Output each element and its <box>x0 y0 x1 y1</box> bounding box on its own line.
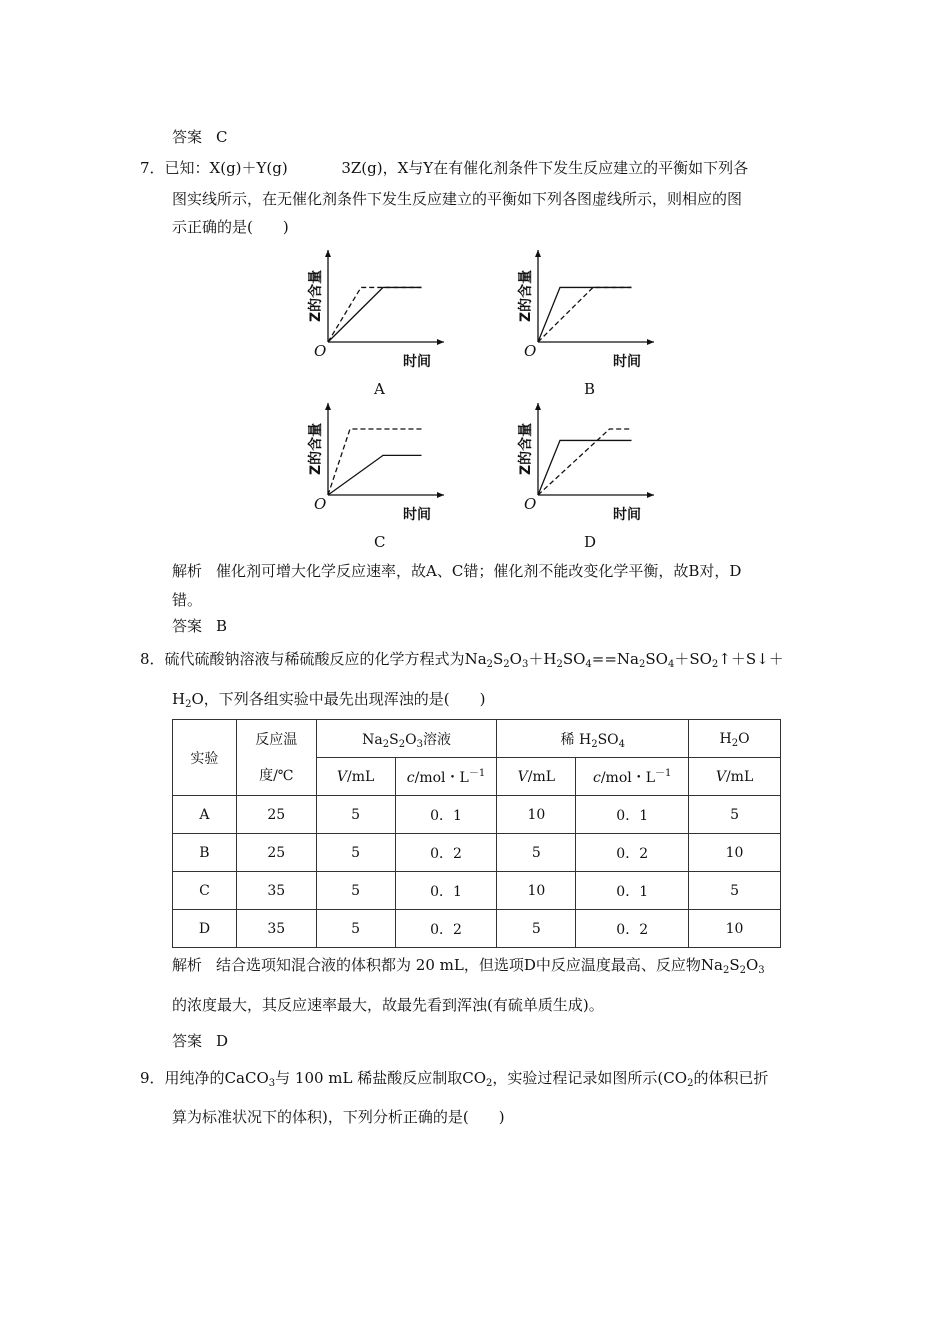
q7-line1: 7．已知：X(g)＋Y(g) 3Z(g)，X与Y在有催化剂条件下发生反应建立的平衡如下列各 <box>140 159 749 177</box>
header-h2so4: 稀 $H_2SO_4$ <box>497 720 689 758</box>
table-row <box>173 872 781 910</box>
table-cell: 25 <box>236 796 316 834</box>
q8-answer: 答案 D <box>172 1032 229 1050</box>
graph-option-label: C <box>374 533 386 551</box>
dashed-line-no-catalyst <box>538 429 632 495</box>
table-cell: 5 <box>497 910 576 948</box>
table-cell: 5 <box>316 796 395 834</box>
table-cell: 0．2 <box>395 910 497 948</box>
y-axis-label: Z的含量 <box>308 422 324 475</box>
x-axis-label: 时间 <box>613 354 641 370</box>
q8-line2: $H_2O$，下列各组实验中最先出现浑浊的是( ) <box>172 690 486 710</box>
q8-line1: 8．硫代硫酸钠溶液与稀硫酸反应的化学方程式为$Na_2S_2O_3+H_2SO_4==Na_2SO_4+SO_2↑+S↓+$ <box>140 650 784 670</box>
x-axis-arrow-icon <box>647 339 654 345</box>
graph-option-label: A <box>374 380 385 398</box>
table-cell: 10 <box>689 834 781 872</box>
table-cell: 10 <box>497 872 576 910</box>
y-axis-arrow-icon <box>325 403 331 410</box>
header-experiment: 实验 <box>173 720 237 796</box>
subheader-concentration: c/mol・$L^{-1}$ <box>395 758 497 796</box>
table-cell: 0．1 <box>395 872 497 910</box>
q7-analysis-line1: 解析 催化剂可增大化学反应速率，故A、C错；催化剂不能改变化学平衡，故B对，D <box>172 562 742 580</box>
table-cell: 0．2 <box>576 834 689 872</box>
subheader-volume: V/mL <box>689 758 781 796</box>
x-axis-label: 时间 <box>403 354 431 370</box>
table-cell: 25 <box>236 834 316 872</box>
table-cell: 0．1 <box>395 796 497 834</box>
dashed-line-no-catalyst <box>538 287 632 342</box>
x-axis-label: 时间 <box>403 507 431 523</box>
x-axis-arrow-icon <box>437 339 444 345</box>
origin-label: O <box>524 495 537 513</box>
table-cell: 5 <box>689 796 781 834</box>
x-axis-arrow-icon <box>437 492 444 498</box>
header-na2s2o3: $Na_2S_2O_3$溶液 <box>316 720 497 758</box>
subheader-volume: V/mL <box>316 758 395 796</box>
table-cell: 5 <box>689 872 781 910</box>
table-cell: 5 <box>316 872 395 910</box>
origin-label: O <box>314 342 327 360</box>
q7-analysis-line2: 错。 <box>172 591 203 609</box>
table-cell: D <box>173 910 237 948</box>
q7-answer: 答案 B <box>172 617 228 635</box>
y-axis-label: Z的含量 <box>308 269 324 322</box>
reversible-arrow-icon <box>293 164 337 174</box>
y-axis-arrow-icon <box>535 250 541 257</box>
table-row <box>173 834 781 872</box>
q8-analysis-line1: 解析 结合选项知混合液的体积都为 20 mL，但选项D中反应温度最高、反应物$Na_2S_2O_3$ <box>172 956 765 976</box>
graph-b <box>506 242 666 402</box>
table-header-row <box>173 720 781 758</box>
table-cell: 0．1 <box>576 872 689 910</box>
table-cell: C <box>173 872 237 910</box>
header-water: $H_2O$ <box>689 720 781 758</box>
graph-c <box>296 395 456 555</box>
q8-analysis-line2: 的浓度最大，其反应速率最大，故最先看到浑浊(有硫单质生成)。 <box>172 996 604 1014</box>
table-cell: 10 <box>497 796 576 834</box>
subheader-concentration: c/mol・$L^{-1}$ <box>576 758 689 796</box>
y-axis-arrow-icon <box>325 250 331 257</box>
table-cell: B <box>173 834 237 872</box>
subheader-volume: V/mL <box>497 758 576 796</box>
answer-c: 答案 C <box>172 128 228 146</box>
solid-line-catalyst <box>538 440 632 495</box>
table-cell: 10 <box>689 910 781 948</box>
graph-option-label: B <box>584 380 596 398</box>
table-cell: A <box>173 796 237 834</box>
q7-line3: 示正确的是( ) <box>172 218 289 236</box>
table-cell: 5 <box>316 834 395 872</box>
y-axis-arrow-icon <box>535 403 541 410</box>
q9-line2: 算为标准状况下的体积)，下列分析正确的是( ) <box>172 1108 505 1126</box>
solid-line-catalyst <box>328 287 422 342</box>
header-temperature: 反应温 度/℃ <box>236 720 316 796</box>
graph-a <box>296 242 456 402</box>
table-cell: 5 <box>497 834 576 872</box>
graph-option-label: D <box>584 533 597 551</box>
q7-line2: 图实线所示，在无催化剂条件下发生反应建立的平衡如下列各图虚线所示，则相应的图 <box>172 190 743 208</box>
graph-d <box>506 395 666 555</box>
solid-line-catalyst <box>328 455 422 495</box>
x-axis-label: 时间 <box>613 507 641 523</box>
x-axis-arrow-icon <box>647 492 654 498</box>
origin-label: O <box>524 342 537 360</box>
table-cell: 0．1 <box>576 796 689 834</box>
table-cell: 35 <box>236 910 316 948</box>
table-row <box>173 796 781 834</box>
table-cell: 35 <box>236 872 316 910</box>
table-cell: 0．2 <box>576 910 689 948</box>
y-axis-label: Z的含量 <box>518 422 534 475</box>
y-axis-label: Z的含量 <box>518 269 534 322</box>
experiment-table <box>172 719 781 948</box>
table-row <box>173 910 781 948</box>
table-cell: 5 <box>316 910 395 948</box>
q9-line1: 9．用纯净的CaCO$_3$与 100 mL 稀盐酸反应制取$CO_2$，实验过程记录如图所示($CO_2$的体积已折 <box>140 1069 769 1089</box>
origin-label: O <box>314 495 327 513</box>
table-cell: 0．2 <box>395 834 497 872</box>
